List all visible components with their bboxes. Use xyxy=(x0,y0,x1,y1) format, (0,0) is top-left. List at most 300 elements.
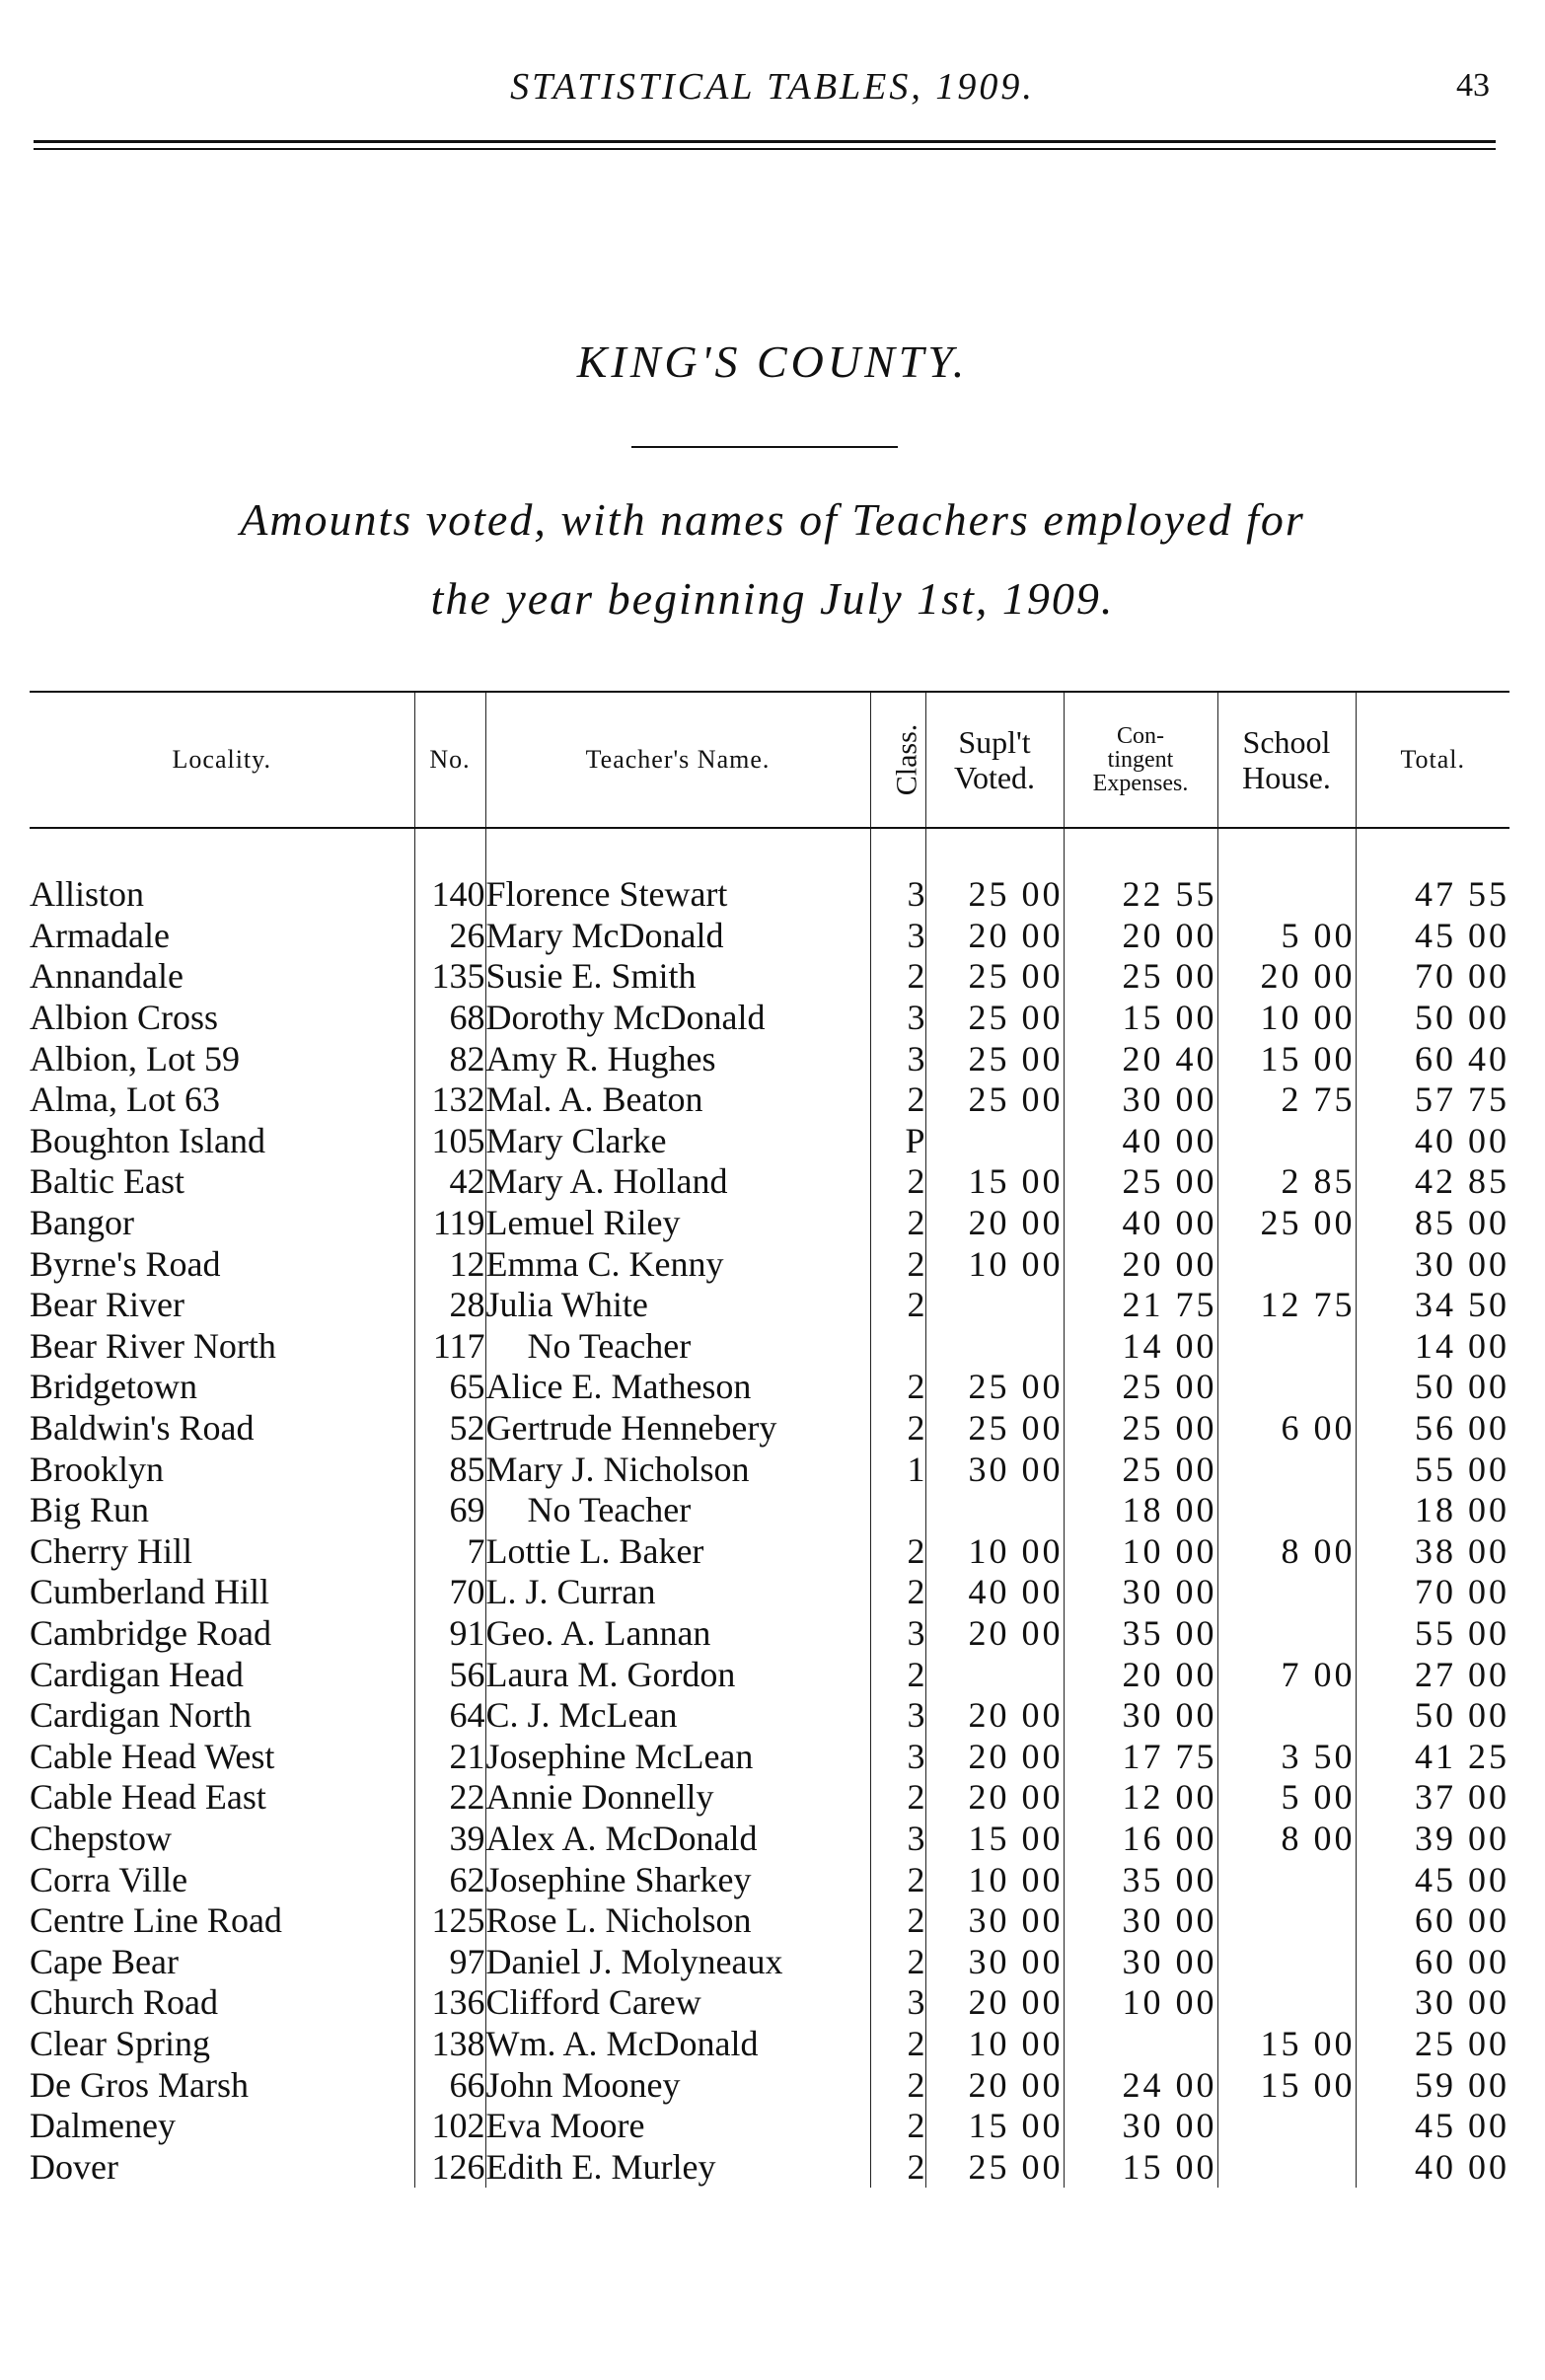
total-cell: 50 00 xyxy=(1356,1695,1509,1737)
school-house-cell xyxy=(1217,1613,1356,1655)
teacher-cell: Clifford Carew xyxy=(485,1982,870,2024)
school-house-cell xyxy=(1217,1121,1356,1162)
suppl-voted-cell: 30 00 xyxy=(925,1449,1064,1490)
locality-cell: Big Run xyxy=(30,1490,150,1530)
table-row xyxy=(30,1613,1509,1655)
class-cell: P xyxy=(870,1121,925,1162)
teacher-cell: Mal. A. Beaton xyxy=(485,1079,870,1121)
number-cell: 65 xyxy=(414,1367,485,1408)
table-row xyxy=(30,956,1509,998)
number-cell: 28 xyxy=(414,1285,485,1326)
teacher-cell: C. J. McLean xyxy=(485,1695,870,1737)
locality-cell: Cable Head East xyxy=(30,1777,266,1818)
school-house-cell xyxy=(1217,1859,1356,1900)
class-cell: 2 xyxy=(870,1285,925,1326)
class-cell: 2 xyxy=(870,2064,925,2106)
subtitle-line-1: Amounts voted, with names of Teachers employed for xyxy=(240,494,1305,545)
contingent-cell: 30 00 xyxy=(1064,2106,1217,2147)
locality-cell: Albion, Lot 59 xyxy=(30,1038,240,1078)
locality-cell: Brooklyn xyxy=(30,1449,165,1489)
locality-cell: Alliston xyxy=(30,874,145,915)
teacher-cell: John Mooney xyxy=(485,2064,870,2106)
suppl-voted-cell: 20 00 xyxy=(925,2064,1064,2106)
locality-cell: Byrne's Road xyxy=(30,1243,221,1284)
class-cell: 2 xyxy=(870,1408,925,1450)
class-cell: 2 xyxy=(870,1203,925,1244)
number-cell: 105 xyxy=(414,1121,485,1162)
teacher-cell: Mary Clarke xyxy=(485,1121,870,1162)
contingent-cell: 30 00 xyxy=(1064,1900,1217,1942)
contingent-cell: 25 00 xyxy=(1064,956,1217,998)
school-house-cell: 7 00 xyxy=(1217,1654,1356,1695)
total-cell: 42 85 xyxy=(1356,1161,1509,1203)
suppl-voted-cell: 30 00 xyxy=(925,1900,1064,1942)
total-cell: 27 00 xyxy=(1356,1654,1509,1695)
number-cell: 119 xyxy=(414,1203,485,1244)
header-total: Total. xyxy=(1356,692,1509,828)
school-house-cell: 2 75 xyxy=(1217,1079,1356,1121)
teacher-cell: Susie E. Smith xyxy=(485,956,870,998)
number-cell: 126 xyxy=(414,2146,485,2188)
contingent-cell: 40 00 xyxy=(1064,1203,1217,1244)
contingent-cell xyxy=(1064,2024,1217,2065)
teacher-cell: Alice E. Matheson xyxy=(485,1367,870,1408)
locality-cell: Armadale xyxy=(30,915,170,955)
total-cell: 70 00 xyxy=(1356,1572,1509,1613)
teacher-cell: Lemuel Riley xyxy=(485,1203,870,1244)
contingent-cell: 30 00 xyxy=(1064,1941,1217,1982)
school-house-cell xyxy=(1217,1941,1356,1982)
table-row xyxy=(30,1982,1509,2024)
spacer-cell xyxy=(1217,828,1356,874)
header-suppl xyxy=(925,692,1064,828)
table-row xyxy=(30,1203,1509,1244)
class-cell: 2 xyxy=(870,1900,925,1942)
teacher-cell: Alex A. McDonald xyxy=(485,1819,870,1860)
number-cell: 138 xyxy=(414,2024,485,2065)
total-cell: 37 00 xyxy=(1356,1777,1509,1819)
total-cell: 30 00 xyxy=(1356,1982,1509,2024)
suppl-voted-cell: 20 00 xyxy=(925,1777,1064,1819)
table-row xyxy=(30,1531,1509,1573)
school-house-cell xyxy=(1217,2106,1356,2147)
locality-cell: Dover xyxy=(30,2146,118,2187)
number-cell: 26 xyxy=(414,916,485,957)
contingent-cell: 21 75 xyxy=(1064,1285,1217,1326)
total-cell: 60 00 xyxy=(1356,1900,1509,1942)
table-row xyxy=(30,1900,1509,1942)
number-cell: 117 xyxy=(414,1326,485,1368)
running-head xyxy=(0,65,1545,114)
total-cell: 34 50 xyxy=(1356,1285,1509,1326)
class-cell: 3 xyxy=(870,916,925,957)
locality-cell: Boughton Island xyxy=(30,1120,265,1160)
locality-cell: Corra Ville xyxy=(30,1859,188,1899)
total-cell: 55 00 xyxy=(1356,1613,1509,1655)
class-cell: 2 xyxy=(870,1941,925,1982)
locality-cell: Church Road xyxy=(30,1982,218,2023)
teacher-cell: Gertrude Hennebery xyxy=(485,1408,870,1450)
total-cell: 45 00 xyxy=(1356,2106,1509,2147)
table-row xyxy=(30,2024,1509,2065)
title-divider xyxy=(631,446,898,448)
teacher-cell: Amy R. Hughes xyxy=(485,1038,870,1079)
suppl-voted-cell: 40 00 xyxy=(925,1572,1064,1613)
spacer-cell xyxy=(870,828,925,874)
number-cell: 42 xyxy=(414,1161,485,1203)
table-row xyxy=(30,1736,1509,1777)
teacher-cell: No Teacher xyxy=(485,1490,870,1531)
class-cell: 2 xyxy=(870,2106,925,2147)
header-class xyxy=(870,692,925,828)
teacher-cell: No Teacher xyxy=(485,1326,870,1368)
table-row xyxy=(30,1695,1509,1737)
class-cell: 2 xyxy=(870,1243,925,1285)
school-house-cell: 8 00 xyxy=(1217,1531,1356,1573)
class-cell: 2 xyxy=(870,1161,925,1203)
contingent-cell: 15 00 xyxy=(1064,998,1217,1039)
locality-cell: Baltic East xyxy=(30,1161,184,1202)
contingent-cell: 30 00 xyxy=(1064,1695,1217,1737)
school-house-cell xyxy=(1217,1695,1356,1737)
suppl-voted-cell: 20 00 xyxy=(925,1203,1064,1244)
class-cell: 3 xyxy=(870,874,925,916)
school-house-cell xyxy=(1217,1243,1356,1285)
contingent-cell: 40 00 xyxy=(1064,1121,1217,1162)
locality-cell: De Gros Marsh xyxy=(30,2064,249,2105)
teacher-cell: Mary A. Holland xyxy=(485,1161,870,1203)
class-cell: 3 xyxy=(870,1695,925,1737)
number-cell: 91 xyxy=(414,1613,485,1655)
class-cell: 2 xyxy=(870,1531,925,1573)
number-cell: 68 xyxy=(414,998,485,1039)
school-house-cell xyxy=(1217,2146,1356,2188)
teacher-cell: Geo. A. Lannan xyxy=(485,1613,870,1655)
suppl-voted-cell: 30 00 xyxy=(925,1941,1064,1982)
contingent-cell: 14 00 xyxy=(1064,1326,1217,1368)
total-cell: 45 00 xyxy=(1356,1859,1509,1900)
school-house-cell: 15 00 xyxy=(1217,1038,1356,1079)
suppl-voted-cell: 10 00 xyxy=(925,1531,1064,1573)
table-row xyxy=(30,1859,1509,1900)
table-row xyxy=(30,1490,1509,1531)
total-cell: 41 25 xyxy=(1356,1736,1509,1777)
teacher-cell: Emma C. Kenny xyxy=(485,1243,870,1285)
total-cell: 18 00 xyxy=(1356,1490,1509,1531)
teacher-cell: Daniel J. Molyneaux xyxy=(485,1941,870,1982)
table-row xyxy=(30,1079,1509,1121)
suppl-voted-cell xyxy=(925,1121,1064,1162)
locality-cell: Clear Spring xyxy=(30,2023,210,2063)
school-house-cell xyxy=(1217,1449,1356,1490)
teacher-cell: Laura M. Gordon xyxy=(485,1654,870,1695)
header-school-line-1: School xyxy=(1242,724,1331,760)
teacher-cell: Dorothy McDonald xyxy=(485,998,870,1039)
header-suppl-line-1: Supl't xyxy=(958,724,1031,760)
header-no: No. xyxy=(414,692,485,828)
suppl-voted-cell: 10 00 xyxy=(925,1243,1064,1285)
suppl-voted-cell: 25 00 xyxy=(925,874,1064,916)
school-house-cell: 6 00 xyxy=(1217,1408,1356,1450)
table-row xyxy=(30,1285,1509,1326)
suppl-voted-cell: 25 00 xyxy=(925,2146,1064,2188)
school-house-cell: 20 00 xyxy=(1217,956,1356,998)
teacher-cell: Edith E. Murley xyxy=(485,2146,870,2188)
total-cell: 60 40 xyxy=(1356,1038,1509,1079)
suppl-voted-cell: 25 00 xyxy=(925,956,1064,998)
contingent-cell: 35 00 xyxy=(1064,1859,1217,1900)
school-house-cell xyxy=(1217,1982,1356,2024)
table-row xyxy=(30,1777,1509,1819)
suppl-voted-cell: 15 00 xyxy=(925,2106,1064,2147)
teacher-cell: Josephine Sharkey xyxy=(485,1859,870,1900)
locality-cell: Bear River North xyxy=(30,1325,276,1366)
table-body xyxy=(30,828,1509,2188)
school-house-cell: 10 00 xyxy=(1217,998,1356,1039)
contingent-cell: 30 00 xyxy=(1064,1079,1217,1121)
locality-cell: Dalmeney xyxy=(30,2106,176,2146)
class-cell: 3 xyxy=(870,1736,925,1777)
number-cell: 12 xyxy=(414,1243,485,1285)
locality-cell: Bear River xyxy=(30,1285,184,1325)
school-house-cell: 8 00 xyxy=(1217,1819,1356,1860)
header-rule-bottom xyxy=(34,148,1496,150)
header-class-label: Class. xyxy=(889,723,922,796)
header-locality: Locality. xyxy=(30,692,414,828)
school-house-cell: 5 00 xyxy=(1217,916,1356,957)
class-cell: 3 xyxy=(870,1038,925,1079)
class-cell: 3 xyxy=(870,1982,925,2024)
contingent-cell: 16 00 xyxy=(1064,1819,1217,1860)
number-cell: 66 xyxy=(414,2064,485,2106)
contingent-cell: 25 00 xyxy=(1064,1161,1217,1203)
teacher-cell: Mary McDonald xyxy=(485,916,870,957)
suppl-voted-cell: 25 00 xyxy=(925,1079,1064,1121)
running-title: STATISTICAL TABLES, 1909. xyxy=(510,66,1035,108)
number-cell: 102 xyxy=(414,2106,485,2147)
page-number: 43 xyxy=(1456,67,1490,104)
total-cell: 85 00 xyxy=(1356,1203,1509,1244)
contingent-cell: 20 00 xyxy=(1064,1243,1217,1285)
locality-cell: Chepstow xyxy=(30,1818,172,1858)
table-row xyxy=(30,2146,1509,2188)
header-contingent-line-1: Con- xyxy=(1117,723,1164,749)
teacher-cell: Annie Donnelly xyxy=(485,1777,870,1819)
county-title: KING'S COUNTY. xyxy=(576,336,969,387)
school-house-cell: 15 00 xyxy=(1217,2024,1356,2065)
spacer-cell xyxy=(485,828,870,874)
total-cell: 38 00 xyxy=(1356,1531,1509,1573)
number-cell: 82 xyxy=(414,1038,485,1079)
class-cell: 2 xyxy=(870,1859,925,1900)
table-spacer-row xyxy=(30,828,1509,874)
class-cell: 2 xyxy=(870,2146,925,2188)
contingent-cell: 24 00 xyxy=(1064,2064,1217,2106)
total-cell: 50 00 xyxy=(1356,1367,1509,1408)
header-teacher: Teacher's Name. xyxy=(485,692,870,828)
teacher-cell: Florence Stewart xyxy=(485,874,870,916)
school-house-cell: 2 85 xyxy=(1217,1161,1356,1203)
number-cell: 39 xyxy=(414,1819,485,1860)
contingent-cell: 10 00 xyxy=(1064,1982,1217,2024)
suppl-voted-cell xyxy=(925,1490,1064,1531)
number-cell: 62 xyxy=(414,1859,485,1900)
suppl-voted-cell: 20 00 xyxy=(925,916,1064,957)
number-cell: 52 xyxy=(414,1408,485,1450)
teacher-cell: Julia White xyxy=(485,1285,870,1326)
suppl-voted-cell xyxy=(925,1654,1064,1695)
locality-cell: Annandale xyxy=(30,956,184,997)
teacher-cell: L. J. Curran xyxy=(485,1572,870,1613)
table-header-row xyxy=(30,692,1509,828)
class-cell: 3 xyxy=(870,998,925,1039)
total-cell: 55 00 xyxy=(1356,1449,1509,1490)
contingent-cell: 12 00 xyxy=(1064,1777,1217,1819)
school-house-cell xyxy=(1217,1900,1356,1942)
class-cell xyxy=(870,1490,925,1531)
class-cell: 2 xyxy=(870,1572,925,1613)
school-house-cell: 15 00 xyxy=(1217,2064,1356,2106)
locality-cell: Cardigan Head xyxy=(30,1654,244,1694)
table-row xyxy=(30,1367,1509,1408)
table-row xyxy=(30,1121,1509,1162)
locality-cell: Bridgetown xyxy=(30,1367,197,1407)
table-row xyxy=(30,1819,1509,1860)
teacher-cell: Wm. A. McDonald xyxy=(485,2024,870,2065)
header-suppl-line-2: Voted. xyxy=(953,760,1036,795)
table-row xyxy=(30,998,1509,1039)
contingent-cell: 25 00 xyxy=(1064,1449,1217,1490)
contingent-cell: 20 00 xyxy=(1064,1654,1217,1695)
suppl-voted-cell: 20 00 xyxy=(925,1982,1064,2024)
suppl-voted-cell: 10 00 xyxy=(925,1859,1064,1900)
class-cell: 3 xyxy=(870,1819,925,1860)
header-contingent-line-3: Expenses. xyxy=(1092,771,1189,796)
locality-cell: Baldwin's Road xyxy=(30,1408,255,1449)
header-contingent-line-2: tingent xyxy=(1107,747,1174,773)
number-cell: 140 xyxy=(414,874,485,916)
class-cell xyxy=(870,1326,925,1368)
locality-cell: Albion Cross xyxy=(30,998,219,1038)
number-cell: 22 xyxy=(414,1777,485,1819)
number-cell: 125 xyxy=(414,1900,485,1942)
contingent-cell: 20 00 xyxy=(1064,916,1217,957)
teacher-cell: Lottie L. Baker xyxy=(485,1531,870,1573)
teachers-table xyxy=(30,691,1509,2188)
locality-cell: Cambridge Road xyxy=(30,1612,271,1653)
suppl-voted-cell: 10 00 xyxy=(925,2024,1064,2065)
suppl-voted-cell: 25 00 xyxy=(925,1367,1064,1408)
class-cell: 3 xyxy=(870,1613,925,1655)
suppl-voted-cell: 25 00 xyxy=(925,1408,1064,1450)
table-row xyxy=(30,1243,1509,1285)
spacer-cell xyxy=(1064,828,1217,874)
school-house-cell: 25 00 xyxy=(1217,1203,1356,1244)
header-rule-top xyxy=(34,140,1496,143)
contingent-cell: 30 00 xyxy=(1064,1572,1217,1613)
contingent-cell: 25 00 xyxy=(1064,1408,1217,1450)
class-cell: 2 xyxy=(870,1777,925,1819)
total-cell: 59 00 xyxy=(1356,2064,1509,2106)
school-house-cell: 5 00 xyxy=(1217,1777,1356,1819)
table-row xyxy=(30,874,1509,916)
total-cell: 57 75 xyxy=(1356,1079,1509,1121)
total-cell: 47 55 xyxy=(1356,874,1509,916)
suppl-voted-cell: 20 00 xyxy=(925,1695,1064,1737)
class-cell: 2 xyxy=(870,1079,925,1121)
school-house-cell xyxy=(1217,1367,1356,1408)
number-cell: 85 xyxy=(414,1449,485,1490)
suppl-voted-cell xyxy=(925,1326,1064,1368)
table-row xyxy=(30,1572,1509,1613)
suppl-voted-cell: 20 00 xyxy=(925,1613,1064,1655)
teacher-cell: Eva Moore xyxy=(485,2106,870,2147)
locality-cell: Cardigan North xyxy=(30,1695,252,1736)
spacer-cell xyxy=(414,828,485,874)
locality-cell: Cumberland Hill xyxy=(30,1572,269,1612)
locality-cell: Bangor xyxy=(30,1203,134,1243)
total-cell: 40 00 xyxy=(1356,1121,1509,1162)
total-cell: 40 00 xyxy=(1356,2146,1509,2188)
contingent-cell: 17 75 xyxy=(1064,1736,1217,1777)
table-row xyxy=(30,916,1509,957)
table-row xyxy=(30,1654,1509,1695)
total-cell: 56 00 xyxy=(1356,1408,1509,1450)
total-cell: 39 00 xyxy=(1356,1819,1509,1860)
table-row xyxy=(30,2106,1509,2147)
suppl-voted-cell: 25 00 xyxy=(925,998,1064,1039)
contingent-cell: 10 00 xyxy=(1064,1531,1217,1573)
number-cell: 132 xyxy=(414,1079,485,1121)
class-cell: 2 xyxy=(870,956,925,998)
number-cell: 70 xyxy=(414,1572,485,1613)
contingent-cell: 20 40 xyxy=(1064,1038,1217,1079)
number-cell: 64 xyxy=(414,1695,485,1737)
school-house-cell xyxy=(1217,1572,1356,1613)
class-cell: 2 xyxy=(870,1654,925,1695)
contingent-cell: 25 00 xyxy=(1064,1367,1217,1408)
number-cell: 7 xyxy=(414,1531,485,1573)
total-cell: 25 00 xyxy=(1356,2024,1509,2065)
table-row xyxy=(30,1326,1509,1368)
spacer-cell xyxy=(30,828,414,874)
locality-cell: Cherry Hill xyxy=(30,1530,192,1571)
school-house-cell xyxy=(1217,874,1356,916)
number-cell: 97 xyxy=(414,1941,485,1982)
suppl-voted-cell: 25 00 xyxy=(925,1038,1064,1079)
number-cell: 56 xyxy=(414,1654,485,1695)
total-cell: 45 00 xyxy=(1356,916,1509,957)
contingent-cell: 15 00 xyxy=(1064,2146,1217,2188)
number-cell: 69 xyxy=(414,1490,485,1531)
total-cell: 14 00 xyxy=(1356,1326,1509,1368)
locality-cell: Cape Bear xyxy=(30,1941,179,1981)
suppl-voted-cell: 20 00 xyxy=(925,1736,1064,1777)
table-row xyxy=(30,1038,1509,1079)
table-row xyxy=(30,1449,1509,1490)
contingent-cell: 22 55 xyxy=(1064,874,1217,916)
spacer-cell xyxy=(1356,828,1509,874)
table-row xyxy=(30,1161,1509,1203)
suppl-voted-cell: 15 00 xyxy=(925,1819,1064,1860)
locality-cell: Alma, Lot 63 xyxy=(30,1079,220,1120)
locality-cell: Centre Line Road xyxy=(30,1900,282,1941)
class-cell: 2 xyxy=(870,2024,925,2065)
teacher-cell: Josephine McLean xyxy=(485,1736,870,1777)
school-house-cell xyxy=(1217,1326,1356,1368)
teacher-cell: Mary J. Nicholson xyxy=(485,1449,870,1490)
number-cell: 21 xyxy=(414,1736,485,1777)
